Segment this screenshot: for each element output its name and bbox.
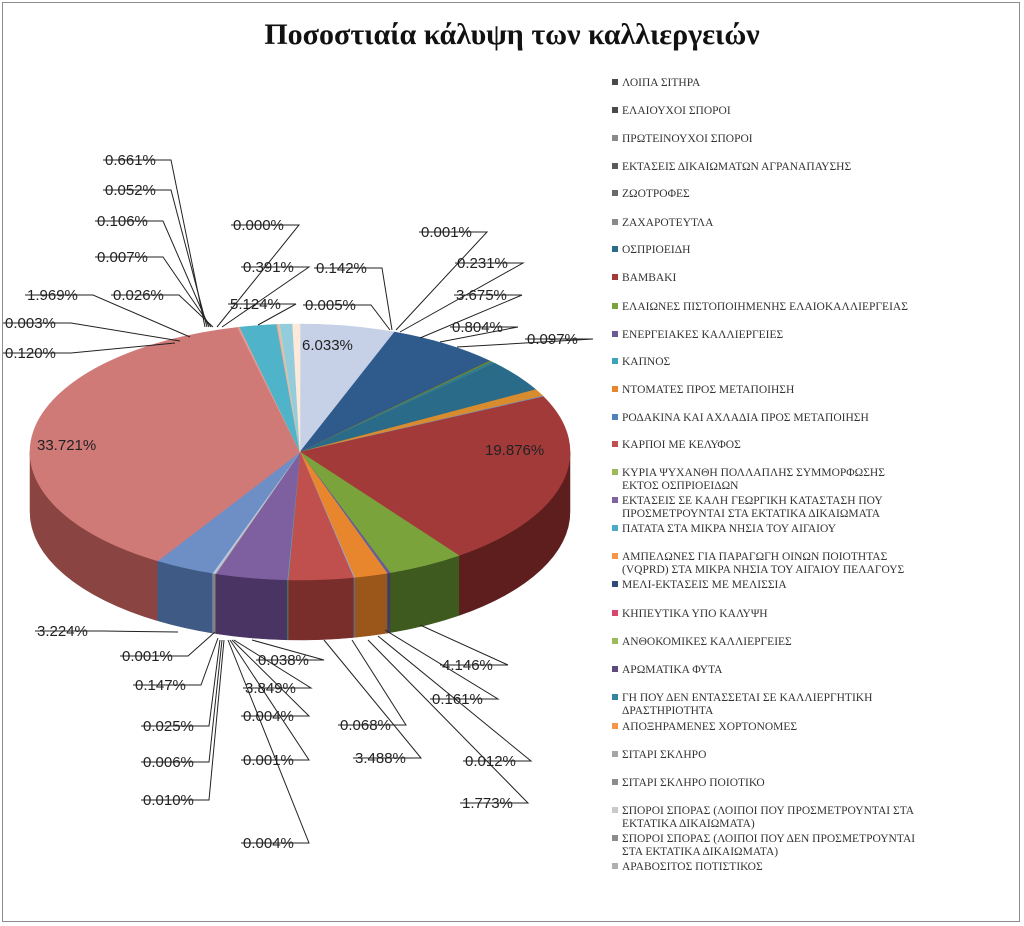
value-label-31: 0.001% bbox=[243, 752, 294, 769]
value-label-17: 0.097% bbox=[527, 331, 578, 348]
legend-swatch-6 bbox=[612, 246, 618, 252]
value-label-36: 0.012% bbox=[465, 753, 516, 770]
legend bbox=[612, 77, 915, 873]
chart-title: Ποσοστιαία κάλυψη των καλλιεργειών bbox=[264, 18, 760, 51]
leader-line-32 bbox=[338, 640, 406, 725]
legend-label-4: ΖΩΟΤΡΟΦΕΣ bbox=[622, 188, 690, 200]
value-label-33: 3.488% bbox=[355, 750, 406, 767]
legend-label-3: ΕΚΤΑΣΕΙΣ ΔΙΚΑΙΩΜΑΤΩΝ ΑΓΡΑΝΑΠΑΥΣΗΣ bbox=[622, 161, 852, 173]
value-label-22: 0.001% bbox=[122, 648, 173, 665]
legend-swatch-17 bbox=[612, 553, 618, 559]
legend-label-17-line2: (VQPRD) ΣΤΑ ΜΙΚΡΑ ΝΗΣΙΑ ΤΟΥ ΑΙΓΑΙΟΥ ΠΕΛΑΓΟΥΣ bbox=[622, 564, 905, 576]
legend-label-9: ΕΝΕΡΓΕΙΑΚΕΣ ΚΑΛΛΙΕΡΓΕΙΕΣ bbox=[622, 329, 784, 341]
legend-label-27: ΣΠΟΡΟΙ ΣΠΟΡΑΣ (ΛΟΙΠΟΙ ΠΟΥ ΔΕΝ ΠΡΟΣΜΕΤΡΟΥΝΤΑΙ bbox=[622, 833, 916, 845]
legend-label-25: ΣΙΤΑΡΙ ΣΚΛΗΡΟ ΠΟΙΟΤΙΚΟ bbox=[622, 777, 765, 789]
value-label-37: 1.773% bbox=[462, 795, 513, 812]
value-label-28: 0.038% bbox=[258, 652, 309, 669]
value-label-18: 6.033% bbox=[302, 337, 353, 354]
legend-label-2: ΠΡΩΤΕΙΝΟΥΧΟΙ ΣΠΟΡΟΙ bbox=[622, 133, 753, 145]
value-label-35: 0.161% bbox=[432, 691, 483, 708]
legend-label-19: ΚΗΠΕΥΤΙΚΑ ΥΠΟ ΚΑΛΥΨΗ bbox=[622, 608, 768, 620]
legend-swatch-5 bbox=[612, 219, 618, 225]
legend-swatch-15 bbox=[612, 497, 618, 503]
leader-line-33 bbox=[324, 640, 421, 758]
value-label-11: 0.001% bbox=[421, 224, 472, 241]
value-label-25: 0.006% bbox=[143, 754, 194, 771]
legend-swatch-8 bbox=[612, 303, 618, 309]
legend-swatch-27 bbox=[612, 835, 618, 841]
legend-swatch-9 bbox=[612, 331, 618, 337]
value-label-14: 0.005% bbox=[305, 297, 356, 314]
legend-label-15: ΕΚΤΑΣΕΙΣ ΣΕ ΚΑΛΗ ΓΕΩΡΓΙΚΗ ΚΑΤΑΣΤΑΣΗ ΠΟΥ bbox=[622, 495, 883, 507]
legend-label-22: ΓΗ ΠΟΥ ΔΕΝ ΕΝΤΑΣΣΕΤΑΙ ΣΕ ΚΑΛΛΙΕΡΓΗΤΙΚΗ bbox=[622, 692, 873, 704]
leader-line-36 bbox=[378, 636, 531, 761]
pie-side-25 bbox=[213, 573, 216, 633]
legend-swatch-26 bbox=[612, 807, 618, 813]
value-label-0: 0.661% bbox=[105, 152, 156, 169]
legend-swatch-2 bbox=[612, 135, 618, 141]
value-label-15: 3.675% bbox=[456, 287, 507, 304]
legend-swatch-19 bbox=[612, 610, 618, 616]
legend-swatch-4 bbox=[612, 190, 618, 196]
legend-label-28: ΑΡΑΒΟΣΙΤΟΣ ΠΟΤΙΣΤΙΚΟΣ bbox=[622, 861, 763, 873]
value-label-21: 3.224% bbox=[37, 623, 88, 640]
legend-label-20: ΑΝΘΟΚΟΜΙΚΕΣ ΚΑΛΛΙΕΡΓΕΙΕΣ bbox=[622, 636, 792, 648]
value-label-20: 33.721% bbox=[37, 437, 97, 454]
value-label-7: 0.120% bbox=[5, 345, 56, 362]
pie-side-14 bbox=[355, 573, 387, 637]
legend-label-24: ΣΙΤΑΡΙ ΣΚΛΗΡΟ bbox=[622, 749, 707, 761]
value-label-2: 0.106% bbox=[97, 213, 148, 230]
legend-label-27-line2: ΣΤΑ ΕΚΤΑΤΙΚΑ ΔΙΚΑΙΩΜΑΤΑ) bbox=[622, 846, 779, 858]
legend-label-7: ΒΑΜΒΑΚΙ bbox=[622, 272, 677, 284]
legend-swatch-3 bbox=[612, 163, 618, 169]
legend-label-16: ΠΑΤΑΤΑ ΣΤΑ ΜΙΚΡΑ ΝΗΣΙΑ ΤΟΥ ΑΙΓΑΙΟΥ bbox=[622, 523, 837, 535]
value-label-27: 0.004% bbox=[243, 835, 294, 852]
pie-side-16 bbox=[288, 577, 353, 640]
value-label-6: 0.003% bbox=[5, 315, 56, 332]
legend-label-0: ΛΟΙΠΑ ΣΙΤΗΡΑ bbox=[622, 77, 701, 89]
legend-swatch-12 bbox=[612, 414, 618, 420]
legend-label-8: ΕΛΑΙΩΝΕΣ ΠΙΣΤΟΠΟΙΗΜΕΝΗΣ ΕΛΑΙΟΚΑΛΛΙΕΡΓΕΙΑΣ bbox=[622, 301, 908, 313]
legend-label-23: ΑΠΟΞΗΡΑΜΕΝΕΣ ΧΟΡΤΟΝΟΜΕΣ bbox=[622, 721, 798, 733]
legend-swatch-24 bbox=[612, 751, 618, 757]
value-label-4: 0.026% bbox=[113, 287, 164, 304]
legend-swatch-7 bbox=[612, 274, 618, 280]
legend-label-14: ΚΥΡΙΑ ΨΥΧΑΝΘΗ ΠΟΛΛΑΠΛΗΣ ΣΥΜΜΟΡΦΩΣΗΣ bbox=[622, 467, 885, 479]
value-label-29: 3.849% bbox=[245, 680, 296, 697]
legend-swatch-23 bbox=[612, 723, 618, 729]
legend-swatch-28 bbox=[612, 863, 618, 869]
legend-label-12: ΡΟΔΑΚΙΝΑ ΚΑΙ ΑΧΛΑΔΙΑ ΠΡΟΣ ΜΕΤΑΠΟΙΗΣΗ bbox=[622, 412, 869, 424]
value-label-1: 0.052% bbox=[105, 182, 156, 199]
legend-label-5: ΖΑΧΑΡΟΤΕΥΤΛΑ bbox=[622, 217, 714, 229]
legend-swatch-20 bbox=[612, 638, 618, 644]
value-label-10: 5.124% bbox=[230, 296, 281, 313]
legend-label-13: ΚΑΡΠΟΙ ΜΕ ΚΕΛΥΦΟΣ bbox=[622, 439, 741, 451]
legend-swatch-10 bbox=[612, 358, 618, 364]
legend-label-18: ΜΕΛΙ-ΕΚΤΑΣΕΙΣ ΜΕ ΜΕΛΙΣΣΙΑ bbox=[622, 579, 787, 591]
legend-label-21: ΑΡΩΜΑΤΙΚΑ ΦΥΤΑ bbox=[622, 664, 723, 676]
legend-swatch-11 bbox=[612, 386, 618, 392]
value-label-30: 0.004% bbox=[243, 708, 294, 725]
legend-swatch-13 bbox=[612, 441, 618, 447]
value-label-5: 1.969% bbox=[27, 287, 78, 304]
legend-swatch-14 bbox=[612, 469, 618, 475]
value-label-9: 0.391% bbox=[243, 259, 294, 276]
legend-label-14-line2: ΕΚΤΟΣ ΟΣΠΡΙΟΕΙΔΩΝ bbox=[622, 480, 739, 492]
legend-swatch-22 bbox=[612, 694, 618, 700]
legend-swatch-21 bbox=[612, 666, 618, 672]
value-label-12: 0.142% bbox=[316, 260, 367, 277]
value-label-16: 0.804% bbox=[452, 319, 503, 336]
pie-side-20 bbox=[216, 574, 287, 640]
legend-label-10: ΚΑΠΝΟΣ bbox=[622, 356, 671, 368]
value-label-8: 0.000% bbox=[233, 217, 284, 234]
value-label-13: 0.231% bbox=[457, 255, 508, 272]
value-label-24: 0.025% bbox=[143, 718, 194, 735]
legend-swatch-25 bbox=[612, 779, 618, 785]
value-label-23: 0.147% bbox=[135, 677, 186, 694]
legend-label-26: ΣΠΟΡΟΙ ΣΠΟΡΑΣ (ΛΟΙΠΟΙ ΠΟΥ ΠΡΟΣΜΕΤΡΟΥΝΤΑΙ ΣΤΑ bbox=[622, 805, 915, 817]
legend-label-11: ΝΤΟΜΑΤΕΣ ΠΡΟΣ ΜΕΤΑΠΟΙΗΣΗ bbox=[622, 384, 795, 396]
legend-label-26-line2: ΕΚΤΑΤΙΚΑ ΔΙΚΑΙΩΜΑΤΑ) bbox=[622, 818, 755, 830]
value-label-19: 19.876% bbox=[485, 442, 545, 459]
legend-swatch-1 bbox=[612, 107, 618, 113]
pie-side-12 bbox=[387, 573, 390, 633]
legend-label-17: ΑΜΠΕΛΩΝΕΣ ΓΙΑ ΠΑΡΑΓΩΓΗ ΟΙΝΩΝ ΠΟΙΟΤΗΤΑΣ bbox=[622, 551, 888, 563]
value-label-3: 0.007% bbox=[97, 249, 148, 266]
legend-swatch-18 bbox=[612, 581, 618, 587]
value-label-32: 0.068% bbox=[340, 717, 391, 734]
legend-label-15-line2: ΠΡΟΣΜΕΤΡΟΥΝΤΑΙ ΣΤΑ ΕΚΤΑΤΙΚΑ ΔΙΚΑΙΩΜΑΤΑ bbox=[622, 508, 881, 520]
value-label-34: 4.146% bbox=[442, 657, 493, 674]
value-label-26: 0.010% bbox=[143, 792, 194, 809]
legend-label-1: ΕΛΑΙΟΥΧΟΙ ΣΠΟΡΟΙ bbox=[622, 105, 731, 117]
legend-label-22-line2: ΔΡΑΣΤΗΡΙΟΤΗΤΑ bbox=[622, 705, 714, 717]
legend-label-6: ΟΣΠΡΙΟΕΙΔΗ bbox=[622, 244, 691, 256]
legend-swatch-0 bbox=[612, 79, 618, 85]
leader-line-2 bbox=[95, 221, 209, 327]
legend-swatch-16 bbox=[612, 525, 618, 531]
